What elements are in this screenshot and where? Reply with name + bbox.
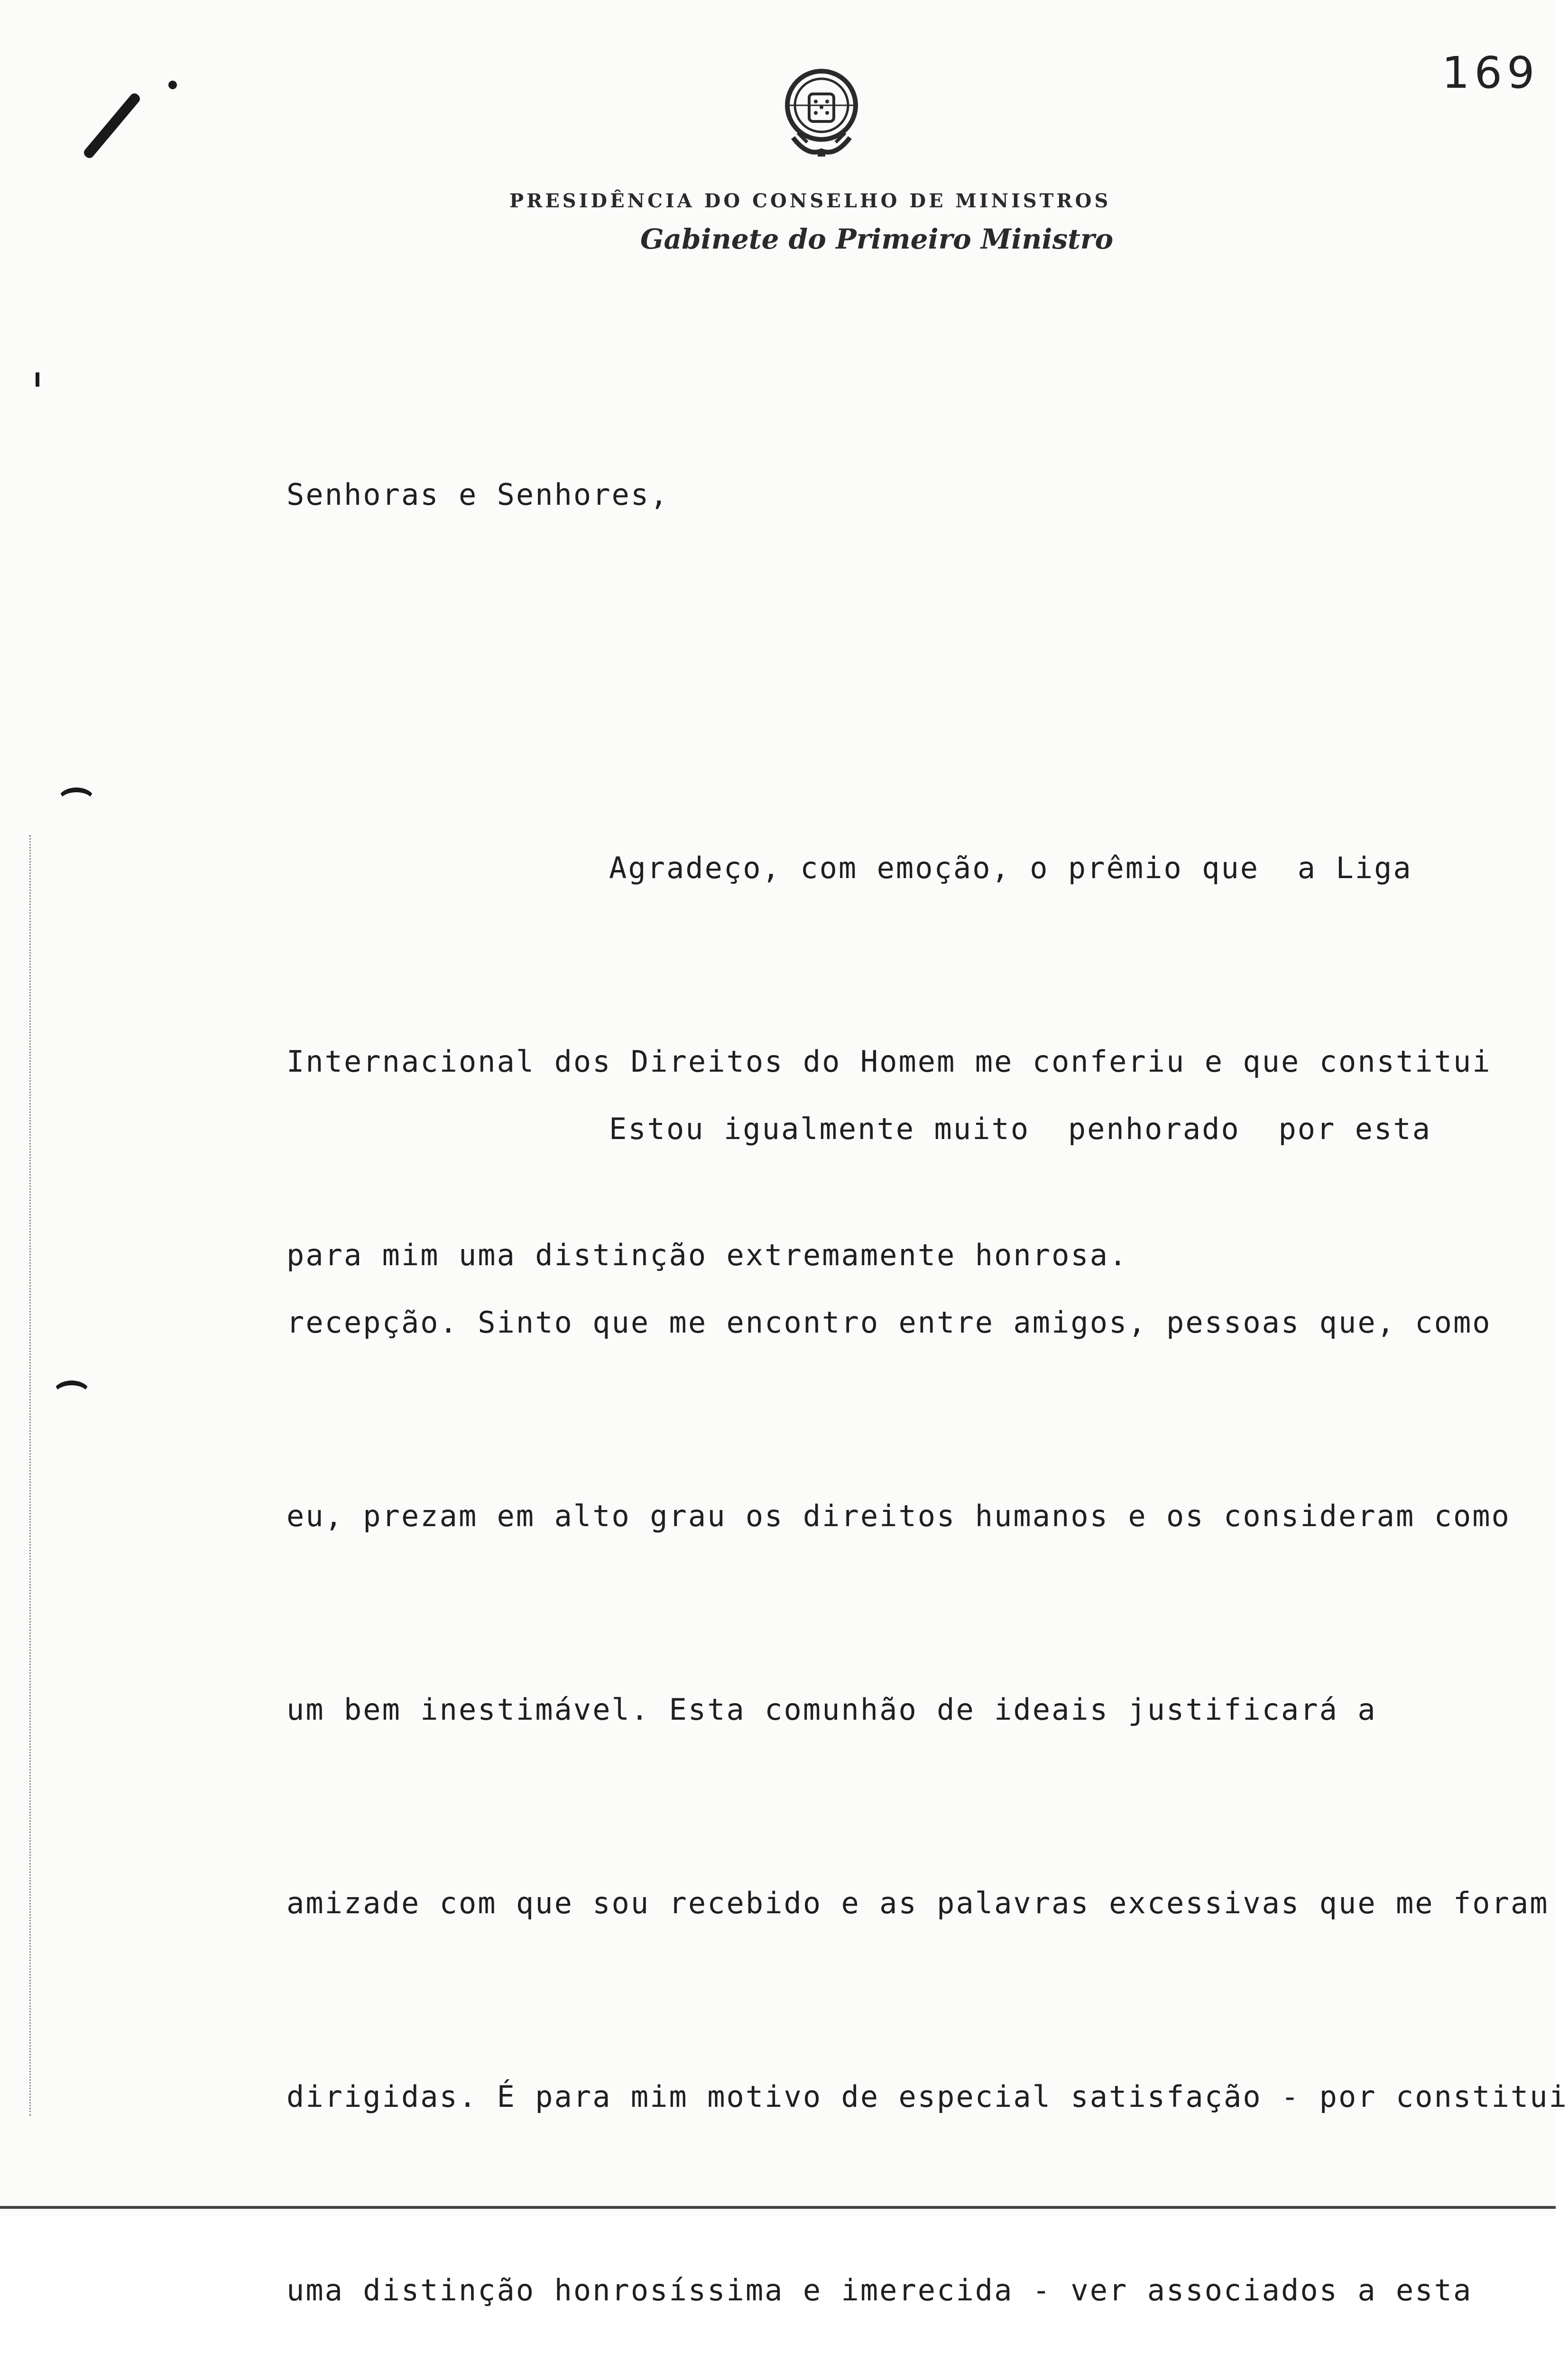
paragraph-line: para mim uma distinção extremamente honrosa. [286, 1238, 1128, 1272]
punch-hole-mark [57, 788, 96, 816]
paragraph-line: amizade com que sou recebido e as palavras excessivas que me foram [286, 1886, 1549, 1920]
paragraph-line: recepção. Sinto que me encontro entre amigos, pessoas que, como [286, 1305, 1492, 1340]
coat-of-arms-icon [774, 66, 869, 161]
paragraph-line: uma distinção honrosíssima e imerecida - ver associados a esta [286, 2273, 1473, 2307]
punch-hole-mark [52, 1381, 91, 1409]
ink-mark [168, 81, 177, 89]
paragraph-line: Estou igualmente muito penhorado por esta [609, 1112, 1432, 1146]
page-number: 169 [1442, 47, 1540, 98]
letterhead-title: PRESIDÊNCIA DO CONSELHO DE MINISTROS [509, 190, 1111, 212]
paragraph-line: Internacional dos Direitos do Homem me conferiu e que constitui [286, 1044, 1492, 1079]
bottom-rule [0, 2206, 1556, 2209]
paragraph-line: Agradeço, com emoção, o prêmio que a Liga [609, 851, 1412, 885]
ink-mark [36, 372, 39, 387]
paragraph-line: eu, prezam em alto grau os direitos humanos e os consideram como [286, 1499, 1511, 1533]
margin-line [29, 835, 31, 2116]
letterhead-subtitle: Gabinete do Primeiro Ministro [640, 223, 1114, 255]
salutation: Senhoras e Senhores, [286, 477, 669, 512]
paragraph-2 [286, 968, 1568, 2372]
ink-mark [82, 92, 142, 160]
paragraph-line: dirigidas. É para mim motivo de especial satisfação - por constitui [286, 2079, 1568, 2114]
paragraph-line: um bem inestimável. Esta comunhão de ideais justificará a [286, 1692, 1377, 1727]
